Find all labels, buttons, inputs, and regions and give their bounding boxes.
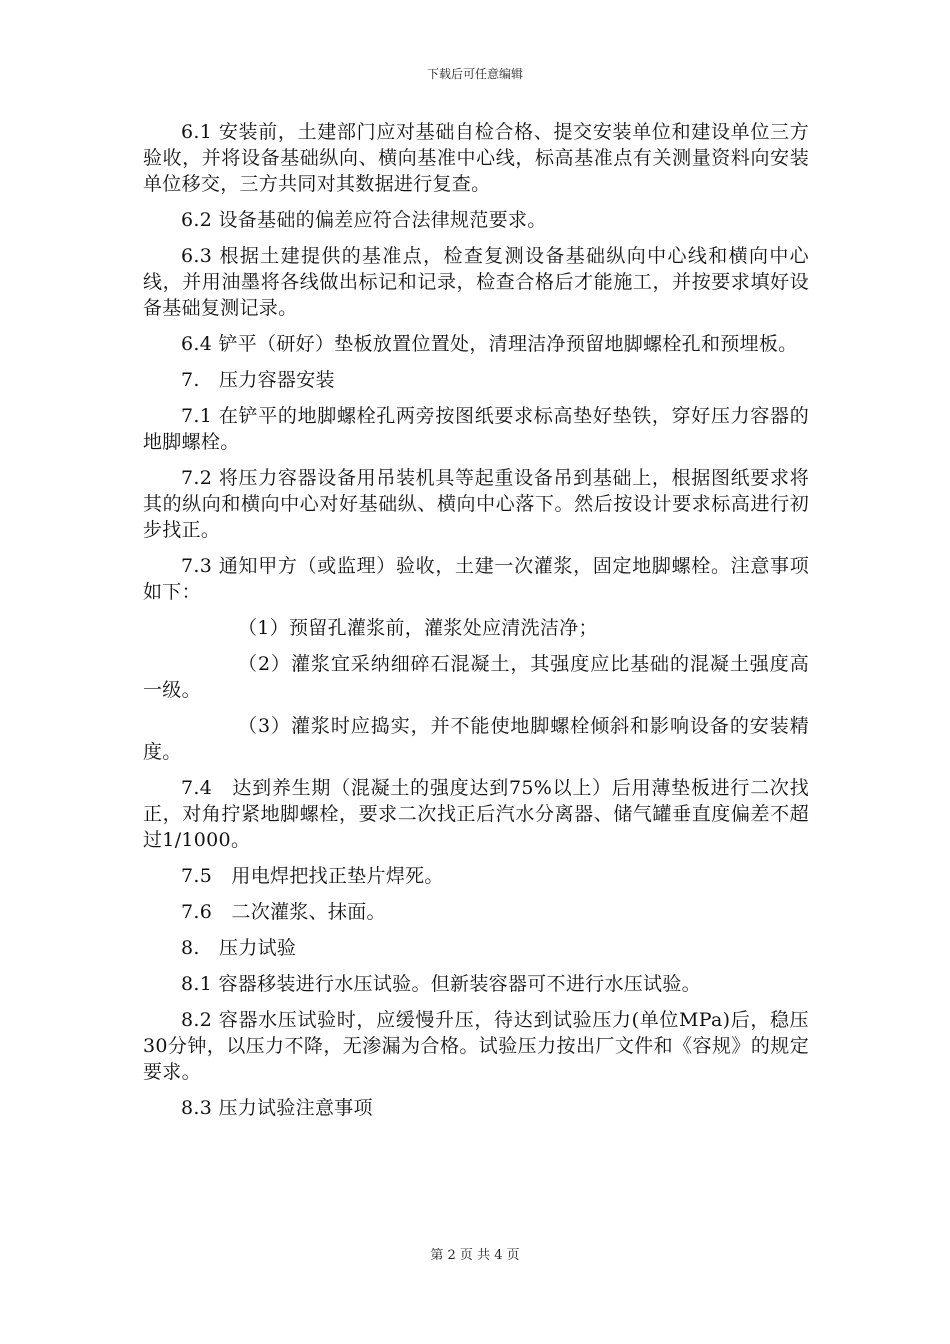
paragraph-7-4: 7.4 达到养生期（混凝土的强度达到75%以上）后用薄垫板进行二次找正，对角拧紧地脚螺栓，要求二次找正后汽水分离器、储气罐垂直度偏差不超过1/1000。 <box>143 777 809 851</box>
page-header: 下载后可任意编辑 <box>426 67 523 81</box>
paragraph-6-2: 6.2 设备基础的偏差应符合法律规范要求。 <box>181 209 547 231</box>
paragraph-6-1: 6.1 安装前，土建部门应对基础自检合格、提交安装单位和建设单位三方验收，并将设备基础纵向、横向基准中心线，标高基准点有关测量资料向安装单位移交，三方共同对其数据进行复查。 <box>143 121 809 195</box>
paragraph-6-3: 6.3 根据土建提供的基准点，检查复测设备基础纵向中心线和横向中心线，并用油墨将各线做出标记和记录，检查合格后才能施工，并按要求填好设备基础复测记录。 <box>143 245 809 319</box>
paragraph-7-5: 7.5 用电焊把找正垫片焊死。 <box>181 865 444 887</box>
page-footer: 第 2 页 共 4 页 <box>430 1248 520 1263</box>
paragraph-7-2: 7.2 将压力容器设备用吊装机具等起重设备吊到基础上，根据图纸要求将其的纵向和横向中心对好基础纵、横向中心落下。然后按设计要求标高进行初步找正。 <box>143 467 809 541</box>
paragraph-6-4: 6.4 铲平（研好）垫板放置位置处，清理洁净预留地脚螺栓孔和预埋板。 <box>181 333 798 355</box>
paragraph-7-3: 7.3 通知甲方（或监理）验收，土建一次灌浆，固定地脚螺栓。注意事项如下： <box>143 555 809 603</box>
note-item-1: （1）预留孔灌浆前，灌浆处应清洗洁净； <box>238 617 598 639</box>
section-heading-8: 8. 压力试验 <box>181 937 297 959</box>
section-heading-7: 7. 压力容器安装 <box>181 369 335 391</box>
note-item-3: （3）灌浆时应捣实，并不能使地脚螺栓倾斜和影响设备的安装精度。 <box>143 715 809 763</box>
paragraph-8-3: 8.3 压力试验注意事项 <box>181 1097 373 1119</box>
paragraph-8-2: 8.2 容器水压试验时，应缓慢升压，待达到试验压力(单位MPa)后，稳压30分钟，以压力不降，无渗漏为合格。试验压力按出厂文件和《容规》的规定要求。 <box>143 1009 809 1083</box>
paragraph-7-1: 7.1 在铲平的地脚螺栓孔两旁按图纸要求标高垫好垫铁，穿好压力容器的地脚螺栓。 <box>143 405 809 453</box>
paragraph-8-1: 8.1 容器移装进行水压试验。但新装容器可不进行水压试验。 <box>181 973 701 995</box>
note-item-2: （2）灌浆宜采纳细碎石混凝土，其强度应比基础的混凝土强度高一级。 <box>143 653 809 701</box>
document-body <box>143 119 809 1131</box>
paragraph-7-6: 7.6 二次灌浆、抹面。 <box>181 901 386 923</box>
